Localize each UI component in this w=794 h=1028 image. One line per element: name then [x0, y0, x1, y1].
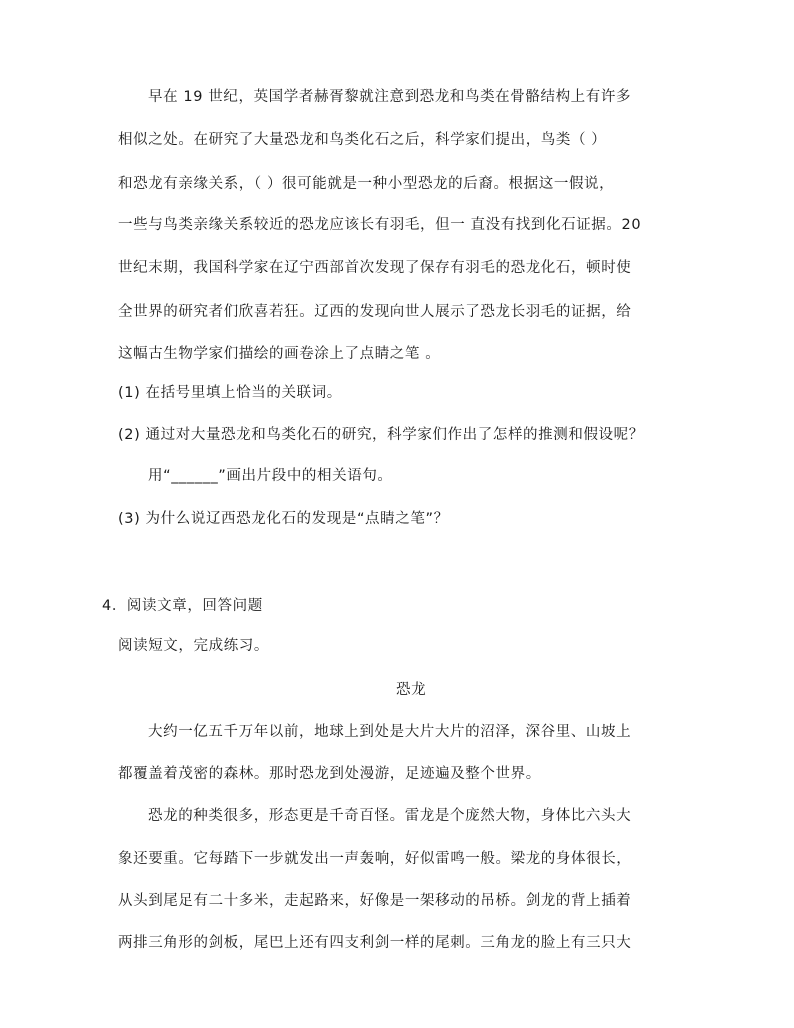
- passage-line-2: 相似之处。在研究了大量恐龙和鸟类化石之后，科学家们提出，鸟类（ ）: [118, 132, 607, 148]
- passage-line-4: 一些与鸟类亲缘关系较近的恐龙应该长有羽毛，但一 直没有找到化石证据。20: [118, 217, 642, 233]
- article-line-1: 大约一亿五千万年以前，地球上到处是大片大片的沼泽，深谷里、山坡上: [148, 724, 632, 740]
- article-line-3: 恐龙的种类很多，形态更是千奇百怪。雷龙是个庞然大物，身体比六头大: [148, 808, 632, 824]
- passage-line-5: 世纪末期，我国科学家在辽宁西部首次发现了保存有羽毛的恐龙化石，顿时使: [118, 260, 632, 276]
- section-instruction: 阅读短文，完成练习。: [118, 638, 269, 654]
- passage-line-6: 全世界的研究者们欣喜若狂。辽西的发现向世人展示了恐龙长羽毛的证据，给: [118, 304, 632, 320]
- article-line-2: 都覆盖着茂密的森林。那时恐龙到处漫游，足迹遍及整个世界。: [118, 766, 541, 782]
- question-3: (3) 为什么说辽西恐龙化石的发现是“点睛之笔”？: [118, 511, 449, 527]
- passage-line-7: 这幅古生物学家们描绘的画卷涂上了点睛之笔 。: [118, 346, 441, 362]
- article-line-5: 从头到尾足有二十多米，走起路来，好像是一架移动的吊桥。剑龙的背上插着: [118, 893, 632, 909]
- section-heading: 4．阅读文章，回答问题: [102, 598, 263, 614]
- article-line-6: 两排三角形的剑板，尾巴上还有四支利剑一样的尾刺。三角龙的脸上有三只大: [118, 935, 632, 951]
- passage-line-3: 和恐龙有亲缘关系，（ ）很可能就是一种小型恐龙的后裔。根据这一假说，: [118, 176, 615, 192]
- article-line-4: 象还要重。它每踏下一步就发出一声轰响，好似雷鸣一般。梁龙的身体很长，: [118, 851, 632, 867]
- question-2-instruction: 用“______”画出片段中的相关语句。: [148, 468, 393, 484]
- passage-line-1: 早在 19 世纪，英国学者赫胥黎就注意到恐龙和鸟类在骨骼结构上有许多: [148, 89, 632, 105]
- question-2: (2) 通过对大量恐龙和鸟类化石的研究，科学家们作出了怎样的推测和假设呢？: [118, 427, 644, 443]
- article-title: 恐龙: [396, 682, 427, 698]
- question-1: (1) 在括号里填上恰当的关联词。: [118, 385, 342, 401]
